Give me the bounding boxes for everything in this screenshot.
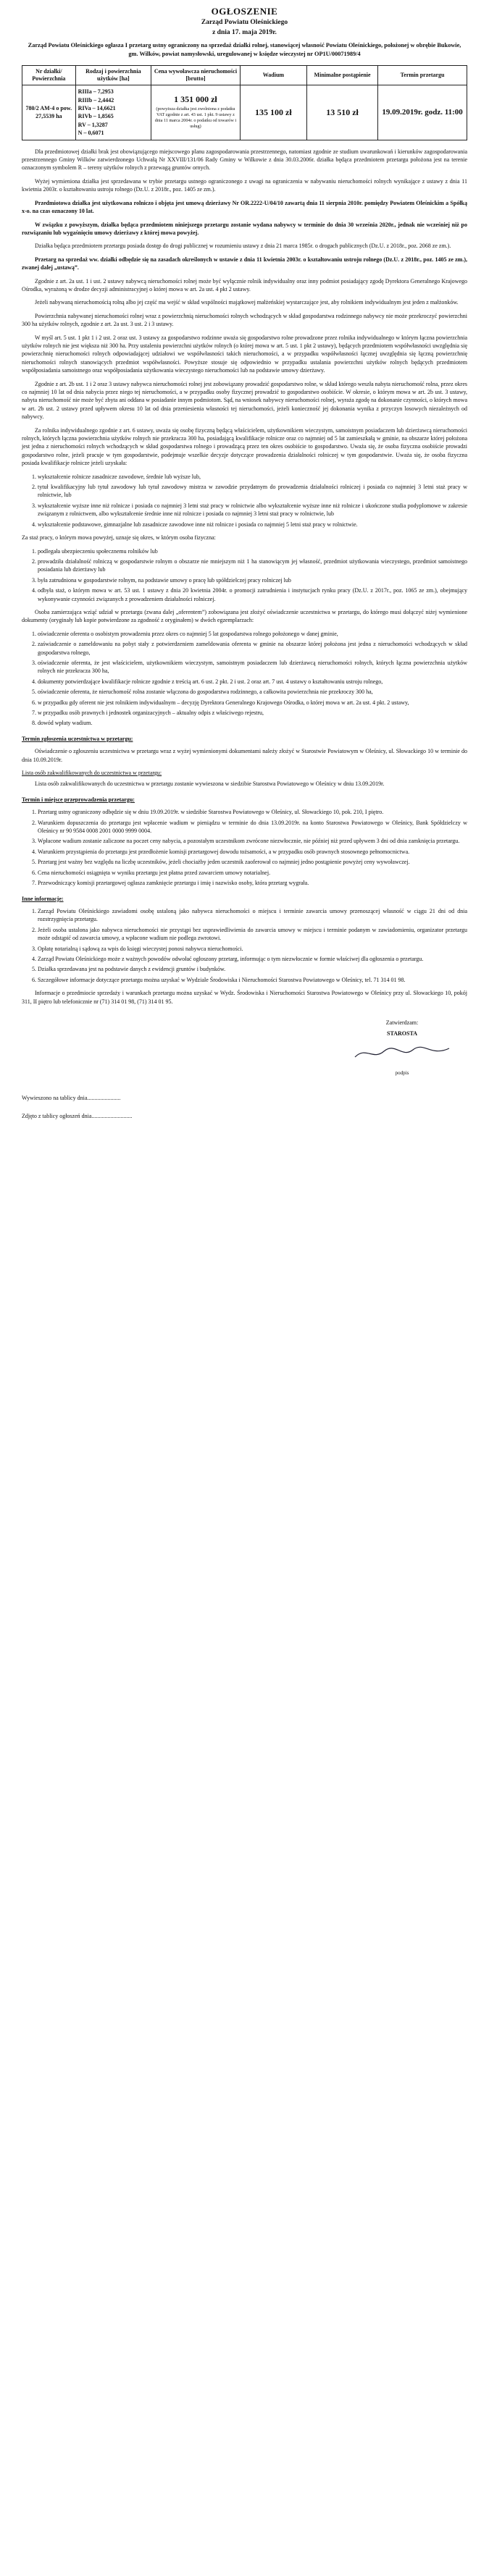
paragraph: Zgodnie z art. 2b ust. 1 i 2 oraz 3 ustawy nabywca nieruchomości rolnej jest zobowiązany prowadzić gospodarstwo rolne, w skład którego weszła nabyta nieruchomość rolna, przez okres co najmniej 10 lat od dnia nabycia przez niego tej nieruchomości, a w przypadku osoby fizycznej prowadzić to gospodarstwo osobiście. W okresie, o którym mowa w art. 2b ust. 3 ustawy, nabyta nieruchomość nie może być zbyta ani oddana w posiadanie innym podmiotom. Sąd, na wniosek nabywcy nieruchomości rolnej, wyraża zgodę na dokonanie czynności, o których mowa w art. 2b ust. 2 ustawy przed upływem okresu 10 lat od dnia przeniesienia własności tej nieruchomości, jeżeli konieczność jej dokonania wynika z przyczyn losowych niezależnych od nabywcy. <box>22 380 467 421</box>
offer-table <box>22 65 467 140</box>
list-item: 3. wykształcenie wyższe inne niż rolnicze i posiada co najmniej 3 letni staż pracy w rolnictwie albo wykształcenie wyższe inne niż rolnicze i ukończone studia podyplomowe w zakresie związanym z rolnictwem, albo wykształcenie średnie inne niż rolnicze i posiada co najmniej 3 letni staż pracy w rolnictwie, lub <box>38 502 467 518</box>
use-item: RV – 1,3287 <box>78 121 108 128</box>
cell-deposit: 135 100 zł <box>240 85 306 140</box>
list-item: 3. Wpłacone wadium zostanie zaliczone na poczet ceny nabycia, a pozostałym uczestnikom zwrócone niezwłocznie, nie później niż przed upływem 3 dni od dnia zamknięcia przetargu. <box>38 837 467 845</box>
th-deposit: Wadium <box>240 66 306 85</box>
price-value: 1 351 000 zł <box>174 93 217 104</box>
paragraph: Osoba zamierzająca wziąć udział w przetargu (zwana dalej „oferentem”) zobowiązana jest złożyć oświadczenie uczestnictwa w przetargu, do którego musi dołączyć niżej wymienione dokumenty (oryginały lub kopie potwierdzone za zgodność z oryginałem) w dwóch egzemplarzach: <box>22 608 467 624</box>
paragraph: Zgodnie z art. 2a ust. 1 i ust. 2 ustawy nabywcą nieruchomości rolnej może być wyłącznie rolnik indywidualny oraz inny podmiot posiadający zgodę Dyrektora Generalnego Krajowego Ośrodka, wyrażoną w drodze decyzji administracyjnej o której mowa w art. 2a ust. 4 pkt 2 ustawy. <box>22 277 467 292</box>
list-item: 5. Działka sprzedawana jest na podstawie danych z ewidencji gruntów i budynków. <box>38 965 467 973</box>
paragraph: Powierzchnia nabywanej nieruchomości rolnej wraz z powierzchnią nieruchomości rolnych wchodzących w skład gospodarstwa rodzinnego nabywcy nie może przekroczyć powierzchni 300 ha użytków rolnych, zgodnie z art. 2a ust. 3 ust. 2 i 3 ustawy. <box>22 312 467 328</box>
approval-block <box>22 1019 467 1078</box>
paragraph-legal-basis: Przetarg na sprzedaż ww. działki odbędzie się na zasadach określonych w ustawie z dnia 11 kwietnia 2003r. o kształtowaniu ustroju rolnego (Dz.U. z 2018r., poz. 1405 ze zm.), zwanej dalej „ustawą”. <box>22 256 467 272</box>
th-term: Termin przetargu <box>378 66 467 85</box>
closing-paragraph: Informacje o przedmiocie sprzedaży i warunkach przetargu można uzyskać w Wydz. Środowiska i Nieruchomości Starostwa Powiatowego w Oleśnicy przy ul. Słowackiego 10, pokój 311, II piętro lub telefonicznie nr (71) 314 01 98, (71) 314 01 95. <box>22 990 467 1005</box>
lead-text: Zarząd Powiatu Oleśnickiego ogłasza I przetarg ustny ograniczony na sprzedaż działki rolnej, stanowiącej własność Powiatu Oleśnickiego, położonej w obrębie Bukowie, gm. Wilków, powiat namysłowski, uregulowanej w księdze wieczystej nr OP1U/00071989/4 <box>28 42 461 57</box>
announcement-page <box>22 0 467 1120</box>
list-item: 6. Szczegółowe informacje dotyczące przetargu można uzyskać w Wydziale Środowiska i Nieruchomości Starostwa Powiatowego w Oleśnicy, tel. 71 314 01 98. <box>38 976 467 984</box>
approval-role: STAROSTA <box>387 1030 417 1037</box>
paragraph: Oświadczenie o zgłoszeniu uczestnictwa w przetargu wraz z wyżej wymienionymi dokumentami należy złożyć w Starostwie Powiatowym w Oleśnicy, ul. Słowackiego 10 w terminie do dnia 10.09.2019r. <box>22 748 467 763</box>
paragraph: Wyżej wymieniona działka jest sprzedawana w trybie przetargu ustnego ograniczonego z uwagi na ograniczenia w nabywaniu nieruchomości rolnych wynikające z ustawy z dnia 11 kwietnia 2003r. o kształtowaniu ustroju rolnego (Dz.U. z 2018r., poz. 1405 ze zm.). <box>22 177 467 193</box>
paragraph: Działka będąca przedmiotem przetargu posiada dostęp do drogi publicznej w rozumieniu ustawy z dnia 21 marca 1985r. o drogach publicznych (Dz.U. z 2018r., poz. 2068 ze zm.). <box>35 243 451 250</box>
paragraph: Dla przedmiotowej działki brak jest obowiązującego miejscowego planu zagospodarowania przestrzennego, natomiast zgodnie ze studium uwarunkowań i kierunków zagospodarowania przestrzennego Gminy Wilków zatwierdzonego Uchwałą Nr XXVIII/131/06 Rady Gminy w Wilkowie z dnia 30.03.2006r. działka będąca przedmiotem przetargu położona jest na terenie oznaczonym symbolem R – tereny użytków rolnych z przewagą gruntów ornych. <box>22 148 467 172</box>
approval-stamp <box>337 1019 467 1078</box>
list-item: 2. Warunkiem dopuszczenia do przetargu jest wpłacenie wadium w pieniądzu w terminie do dnia 13.09.2019r. na konto Starostwa Powiatowego w Oleśnicy, Bank Spółdzielczy w Oleśnicy nr 90 9584 0008 2001 0000 9999 0004. <box>38 819 467 835</box>
paragraph-handover: W związku z powyższym, działka będąca przedmiotem niniejszego przetargu zostanie wydana nabywcy w terminie do dnia 30 września 2020r., jednak nie wcześniej niż po rozwiązaniu lub wygaśnięciu umowy dzierżawy z której mowa powyżej. <box>22 221 467 236</box>
cell-price <box>151 85 241 140</box>
cell-uses <box>75 85 151 140</box>
posting-notes <box>22 1094 467 1121</box>
conduct-list <box>22 808 467 887</box>
list-item: 5. oświadczenie oferenta, że nieruchomość rolna zostanie włączona do gospodarstwa rodzinnego, a całkowita powierzchnia nie przekroczy 300 ha, <box>38 688 467 696</box>
list-item: 4. Warunkiem przystąpienia do przetargu jest przedłożenie komisji przetargowej dowodu tożsamości, a w przypadku osób prawnych stosownego pełnomocnictwa. <box>38 848 467 856</box>
list-item: 2. tytuł kwalifikacyjny lub tytuł zawodowy lub tytuł zawodowy mistrza w zawodzie przydatnym do prowadzenia działalności rolniczej i posiada co najmniej 3 letni staż pracy w rolnictwie, lub <box>38 483 467 500</box>
list-item: 8. dowód wpłaty wadium. <box>38 719 467 727</box>
qualifications-list <box>22 473 467 529</box>
page-title: OGŁOSZENIE <box>211 6 278 17</box>
list-item: 1. oświadczenie oferenta o osobistym prowadzeniu przez okres co najmniej 5 lat gospodarstwa rolnego położonego w danej gminie, <box>38 630 467 638</box>
list-item: 1. Zarząd Powiatu Oleśnickiego zawiadomi osobę ustaloną jako nabywca nieruchomości o miejscu i terminie zawarcia umowy przenoszącej własność w ciągu 21 dni od dnia rozstrzygnięcia przetargu. <box>38 907 467 924</box>
use-item: RIVa – 14,6621 <box>78 105 116 112</box>
section-subtitle-list: Lista osób zakwalifikowanych do uczestnictwa w przetargu: <box>22 770 162 777</box>
cell-parcel: 780/2 AM-4 o pow. 27,5539 ha <box>22 85 76 140</box>
list-item: 1. Przetarg ustny ograniczony odbędzie się w dniu 19.09.2019r. w siedzibie Starostwa Powiatowego w Oleśnicy, ul. Słowackiego 10, pok. 210, I piętro. <box>38 808 467 816</box>
paragraph: Za rolnika indywidualnego zgodnie z art. 6 ustawy, uważa się osobę fizyczną będącą właścicielem, użytkownikiem wieczystym, samoistnym posiadaczem lub dzierżawcą nieruchomości rolnych, których łączna powierzchnia użytków rolnych nie przekracza 300 ha, posiadającą kwalifikacje rolnicze oraz co najmniej od 5 lat zamieszkałą w gminie, na obszarze której położona jest jedna z nieruchomości rolnych wchodzących w skład gospodarstwa rolnego i prowadzącą przez ten okres osobiście to gospodarstwo. Uważa się, że osoba fizyczna osobiście prowadzi gospodarstwo rolne, jeżeli pracuje w tym gospodarstwie, podejmuje wszelkie decyzje dotyczące prowadzenia działalności rolniczej w tym gospodarstwie. Uważa się, że osoba fizyczna posiada kwalifikacje rolnicze jeżeli uzyskała: <box>22 426 467 467</box>
table-row <box>22 85 467 140</box>
issue-date: z dnia 17. maja 2019r. <box>212 28 277 36</box>
list-item: 1. podlegała ubezpieczeniu społecznemu rolników lub <box>38 547 467 555</box>
th-parcel: Nr działki/ Powierzchnia <box>22 66 76 85</box>
signature-caption: podpis <box>395 1070 409 1077</box>
residency-list <box>22 547 467 603</box>
paragraph: Lista osób zakwalifikowanych do uczestnictwa w przetargu zostanie wywieszona w siedzibie Starostwa Powiatowego w Oleśnicy w dniu 13.09.2019r. <box>35 780 385 788</box>
list-item: 6. w przypadku gdy oferent nie jest rolnikiem indywidualnym – decyzję Dyrektora Generalnego Krajowego Ośrodka, o której mowa w art. 2a ust. 4 pkt. 2 ustawy, <box>38 699 467 707</box>
signature-icon <box>351 1043 453 1063</box>
section-title-conduct: Termin i miejsce przeprowadzenia przetargu: <box>22 796 135 803</box>
list-item: 4. wykształcenie podstawowe, gimnazjalne lub zasadnicze zawodowe inne niż rolnicze i posiada co najmniej 5 letni staż pracy w rolnictwie. <box>38 521 467 529</box>
list-item: 1. wykształcenie rolnicze zasadnicze zawodowe, średnie lub wyższe lub, <box>38 473 467 481</box>
paragraph: Za staż pracy, o którym mowa powyżej, uznaje się okres, w którym osoba fizyczna: <box>22 534 216 542</box>
list-item: 2. Jeżeli osoba ustalona jako nabywca nieruchomości nie przystąpi bez usprawiedliwienia do zawarcia umowy w miejscu i terminie podanym w zawiadomieniu, organizator przetargu może odstąpić od zawarcia umowy, a wpłacone wadium nie podlega zwrotowi. <box>38 926 467 943</box>
use-item: RIIIb – 2,4442 <box>78 96 114 104</box>
use-item: RIVb – 1,8565 <box>78 113 114 120</box>
list-item: 2. zaświadczenie o zameldowaniu na pobyt stały z potwierdzeniem zameldowania oferenta w gminie na obszarze której położona jest jedna z nieruchomości wchodzących w skład gospodarstwa rolnego, <box>38 640 467 657</box>
list-item: 3. była zatrudniona w gospodarstwie rolnym, na podstawie umowy o pracę lub spółdzielczej pracy rolniczej lub <box>38 576 467 584</box>
posted-line: Wywieszono na tablicy dnia....................... <box>22 1094 121 1101</box>
price-note: (powyższa działka jest zwolniona z podatku VAT zgodnie z art. 43 ust. 1 pkt. 9 ustawy z dnia 11 marca 2004r. o podatku od towarów i usług) <box>154 106 237 130</box>
use-item: N – 0,6071 <box>78 130 104 137</box>
paragraph: Jeżeli nabywaną nieruchomością rolną albo jej część ma wejść w skład wspólności majątkowej małżeńskiej wystarczające jest, aby rolnikiem indywidualnym jest jeden z małżonków. <box>35 299 459 306</box>
th-min-bid: Minimalne postąpienie <box>306 66 377 85</box>
list-item: 7. Przewodniczący komisji przetargowej ogłasza zamknięcie przetargu i imię i nazwisko osoby, która przetarg wygrała. <box>38 879 467 887</box>
list-item: 4. Zarząd Powiatu Oleśnickiego może z ważnych powodów odwołać ogłoszony przetarg, informując o tym niezwłocznie w formie właściwej dla ogłoszenia o przetargu. <box>38 955 467 963</box>
th-price: Cena wywoławcza nieruchomości [brutto] <box>151 66 241 85</box>
paragraph-lease: Przedmiotowa działka jest użytkowana rolniczo i objęta jest umową dzierżawy Nr OR.2222-U/04/10 zawartą dnia 11 sierpnia 2010r. pomiędzy Powiatem Oleśnickim a Spółką x-o. na czas oznaczony 10 lat. <box>22 199 467 215</box>
list-item: 3. Opłatę notarialną i sądową za wpis do księgi wieczystej ponosi nabywca nieruchomości. <box>38 945 467 953</box>
cell-min-bid: 13 510 zł <box>306 85 377 140</box>
section-title-info: Inne informacje: <box>22 895 64 902</box>
list-item: 5. Przetarg jest ważny bez względu na liczbę uczestników, jeżeli chociażby jeden uczestnik zaoferował co najmniej jedno postąpienie powyżej ceny wywoławczej. <box>38 858 467 866</box>
list-item: 4. odbyła staż, o którym mowa w art. 53 ust. 1 ustawy z dnia 20 kwietnia 2004r. o promocji zatrudnienia i instytucjach rynku pracy (Dz.U. z 2017r., poz. 1065 ze zm.), obejmujący wykonywanie czynności związanych z prowadzeniem działalności rolniczej. <box>38 586 467 603</box>
approval-head: Zatwierdzam: <box>385 1019 419 1026</box>
cell-term: 19.09.2019r. godz. 11:00 <box>378 85 467 140</box>
list-item: 7. w przypadku osób prawnych i jednostek organizacyjnych – aktualny odpis z właściwego rejestru, <box>38 709 467 717</box>
section-title-registration: Termin zgłoszenia uczestnictwa w przetargu: <box>22 735 133 742</box>
list-item: 4. dokumenty potwierdzające kwalifikacje rolnicze zgodnie z treścią art. 6 ust. 2 pkt. 2 i ust. 2 oraz art. 7 ust. 4 ustawy o kształtowaniu ustroju rolnego, <box>38 678 467 686</box>
list-item: 2. prowadziła działalność rolniczą w gospodarstwie rolnym o obszarze nie mniejszym niż 1 ha stanowiącym jej własność, przedmiot użytkowania wieczystego, przedmiot samoistnego posiadania lub dzierżawy lub <box>38 557 467 574</box>
th-uses: Rodzaj i powierzchnia użytków [ha] <box>75 66 151 85</box>
list-item: 3. oświadczenie oferenta, że jest właścicielem, użytkownikiem wieczystym, samoistnym posiadaczem lub dzierżawcą nieruchomości rolnych, których łączna powierzchnia użytków rolnych nie przekracza 300 ha, <box>38 659 467 675</box>
info-list <box>22 907 467 984</box>
use-item: RIIIa – 7,2953 <box>78 88 114 96</box>
issuer: Zarząd Powiatu Oleśnickiego <box>201 19 288 27</box>
removed-line: Zdjęto z tablicy ogłoszeń dnia............................ <box>22 1113 133 1119</box>
list-item: 6. Cena nieruchomości osiągnięta w wyniku przetargu jest płatna przed zawarciem umowy notarialnej. <box>38 869 467 877</box>
table-header-row <box>22 66 467 85</box>
documents-list <box>22 630 467 728</box>
paragraph: W myśl art. 5 ust. 1 pkt 1 i 2 ust. 2 oraz ust. 3 ustawy za gospodarstwo rodzinne uważa się gospodarstwo rolne prowadzone przez rolnika indywidualnego w którym łączna powierzchnia użytków rolnych nie jest większa niż 300 ha. Przy ustaleniu powierzchni użytków rolnych (o której mowa w art. 5 ust. 1 pkt 2 ustawy), będących przedmiotem współwłasności uwzględnia się powierzchnię nieruchomości rolnych odpowiadającej udziałowi we współwłasności takich nieruchomości, a w przypadku współwłasności łącznej uwzględnia się łączną powierzchnię nieruchomości rolnych stanowiących przedmiot współwłasności. Powyższe stosuje się odpowiednio w przypadku ustalania powierzchni użytków rolnych będących przedmiotem współposiadania samoistnego oraz współposiadania użytkowania wieczystego nieruchomości lub na podstawie umowy dzierżawy. <box>22 334 467 374</box>
